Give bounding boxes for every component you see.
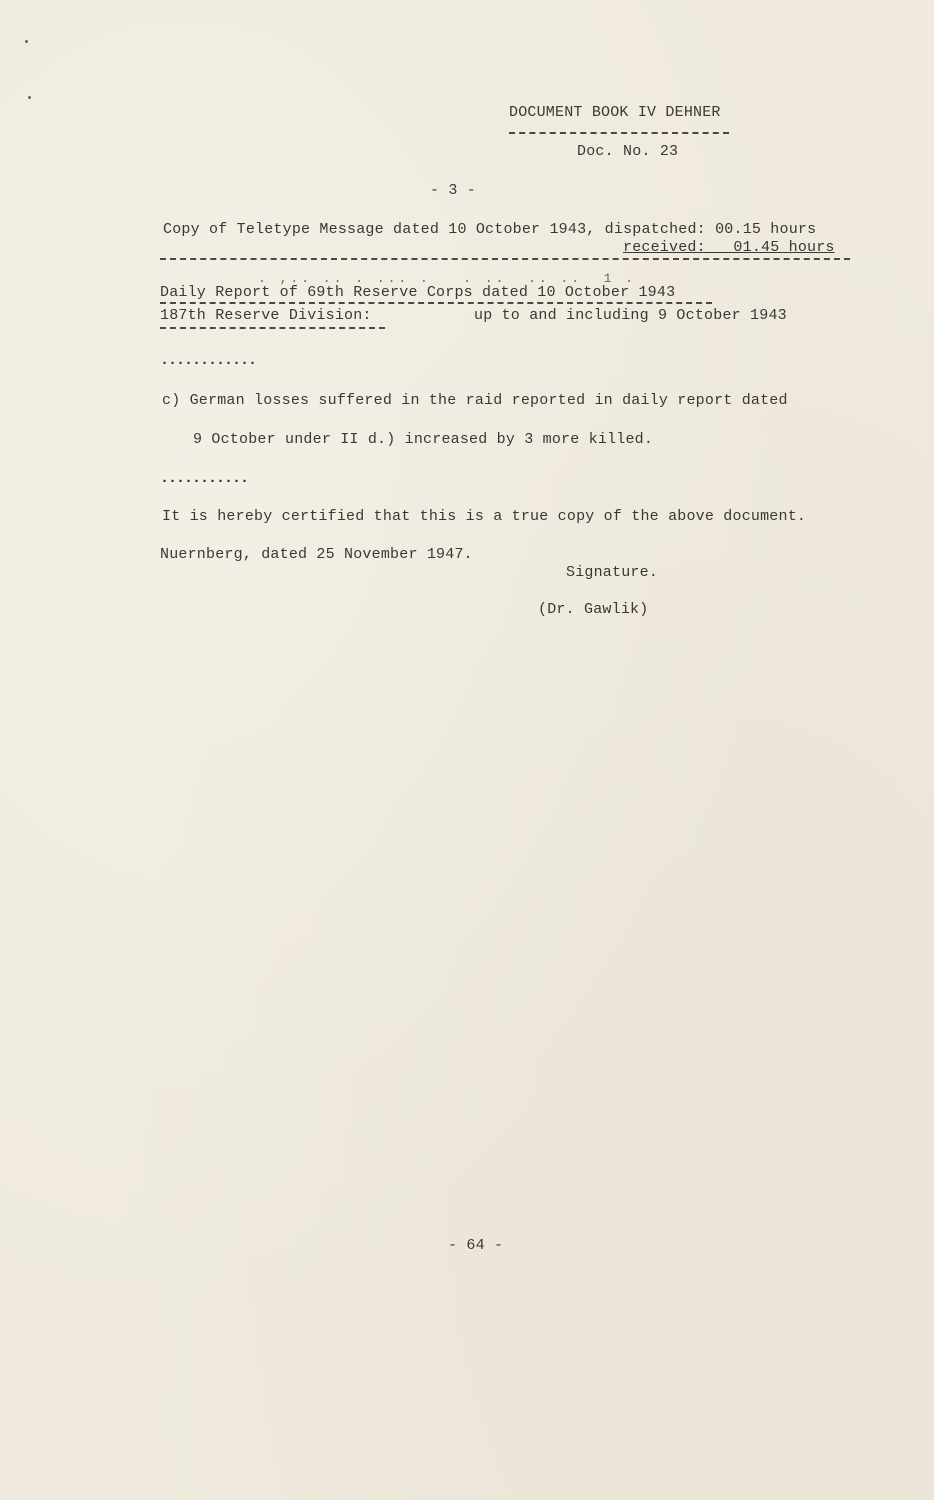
- report-period: up to and including 9 October 1943: [474, 307, 787, 324]
- certification-statement: It is hereby certified that this is a true copy of the above document.: [162, 508, 807, 525]
- item-c-line-2: 9 October under II d.) increased by 3 more killed.: [193, 431, 654, 448]
- report-title-underline: [160, 302, 712, 304]
- report-division: 187th Reserve Division:: [160, 307, 372, 324]
- place-and-date: Nuernberg, dated 25 November 1947.: [160, 546, 473, 563]
- document-number: Doc. No. 23: [577, 143, 679, 160]
- separator-line: [160, 258, 850, 260]
- page-number: - 64 -: [448, 1237, 504, 1254]
- faint-typed-marks: . ,.. .. . ... . . .. .. .. 1 .: [258, 271, 637, 286]
- division-underline: [160, 327, 385, 329]
- margin-speck: [25, 40, 28, 43]
- document-book-title: DOCUMENT BOOK IV DEHNER: [509, 104, 721, 121]
- signatory-name: (Dr. Gawlik): [538, 601, 649, 618]
- ellipsis-marker: ...........: [160, 470, 249, 487]
- margin-speck: [28, 96, 31, 99]
- title-underline: [509, 132, 729, 134]
- teletype-received-line: received: 01.45 hours: [623, 239, 835, 256]
- page-marker: - 3 -: [430, 182, 477, 199]
- teletype-copy-line: Copy of Teletype Message dated 10 October 1943, dispatched: 00.15 hours: [163, 221, 817, 238]
- report-title: Daily Report of 69th Reserve Corps dated 10 October 1943: [160, 284, 676, 301]
- signature-label: Signature.: [566, 564, 659, 581]
- item-c-line-1: c) German losses suffered in the raid reported in daily report dated: [162, 392, 788, 409]
- ellipsis-marker: ............: [160, 352, 257, 369]
